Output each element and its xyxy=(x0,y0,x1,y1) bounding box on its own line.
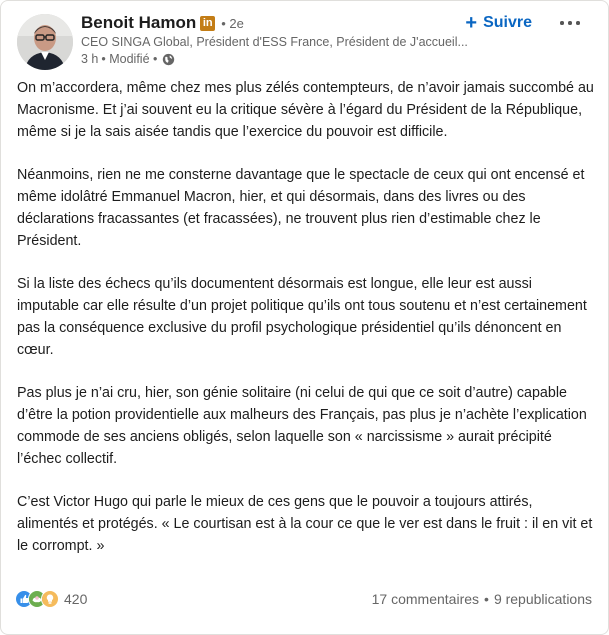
linkedin-badge-icon: in xyxy=(200,16,215,31)
author-name-row xyxy=(81,12,244,34)
plus-icon: + xyxy=(465,12,478,34)
follow-button[interactable] xyxy=(465,11,532,35)
author-headline: CEO SINGA Global, Président d'ESS France, Président de J'accueil... xyxy=(81,35,468,49)
stats-separator: • xyxy=(484,591,489,607)
post-text xyxy=(17,78,597,579)
reactions-summary[interactable] xyxy=(15,590,87,608)
post-header xyxy=(15,11,594,71)
author-name[interactable]: Benoit Hamon xyxy=(81,13,197,32)
post-time: 3 h xyxy=(81,52,99,66)
post-paragraph: On m’accordera, même chez mes plus zélés contempteurs, de n’avoir jamais succombé au Macronisme. Et j’ai souvent eu la critique sévère à l’égard du Président de la République, même si je la sais aisée tandis que l’exercice du pouvoir est difficile. xyxy=(17,80,594,140)
insightful-reaction-icon xyxy=(41,590,59,608)
reposts-count[interactable]: 9 republications xyxy=(493,591,592,607)
author-avatar[interactable] xyxy=(17,14,73,70)
social-counts xyxy=(15,590,592,612)
reaction-count: 420 xyxy=(64,591,88,607)
edited-label: • Modifié • xyxy=(101,52,158,66)
follow-label: Suivre xyxy=(483,14,532,31)
post-paragraph: C’est Victor Hugo qui parle le mieux de ces gens que le pouvoir a toujours attirés, alimentés et protégés. « Le courtisan est à la cour ce que le ver est dans le fruit : il en vit et le corrompt. » xyxy=(17,494,593,554)
more-icon[interactable] xyxy=(556,13,584,33)
post-paragraph: Pas plus je n’ai cru, hier, son génie solitaire (ni celui de qui que ce soit d’autre) capable d’être la potion providentielle aux malheurs des Français, pas plus je n’achète l’explication commode de ses anciens obligés, selon laquelle son « narcissisme » aurait précipité l’échec collectif. xyxy=(17,385,587,467)
post-paragraph: Si la liste des échecs qu’ils documentent désormais est longue, elle leur est aussi imputable car elle résulte d’un projet politique qu’ils ont tous soutenu et n’est certainement pas la conséquence exclusive du profil psychologique présidentiel qu’ils dénoncent en cœur. xyxy=(17,276,587,358)
engagement-stats xyxy=(372,591,592,607)
post-meta xyxy=(81,52,175,66)
comments-count[interactable]: 17 commentaires xyxy=(371,591,480,607)
connection-degree: • 2e xyxy=(221,15,244,31)
post-paragraph: Néanmoins, rien ne me consterne davantage que le spectacle de ceux qui ont encensé et même idolâtré Emmanuel Macron, hier, et qui désormais, dans des livres ou des déclarations fracassantes (et fracassées), ne trouvent plus rien d’estimable chez le Président. xyxy=(17,167,585,249)
globe-icon xyxy=(162,53,175,66)
